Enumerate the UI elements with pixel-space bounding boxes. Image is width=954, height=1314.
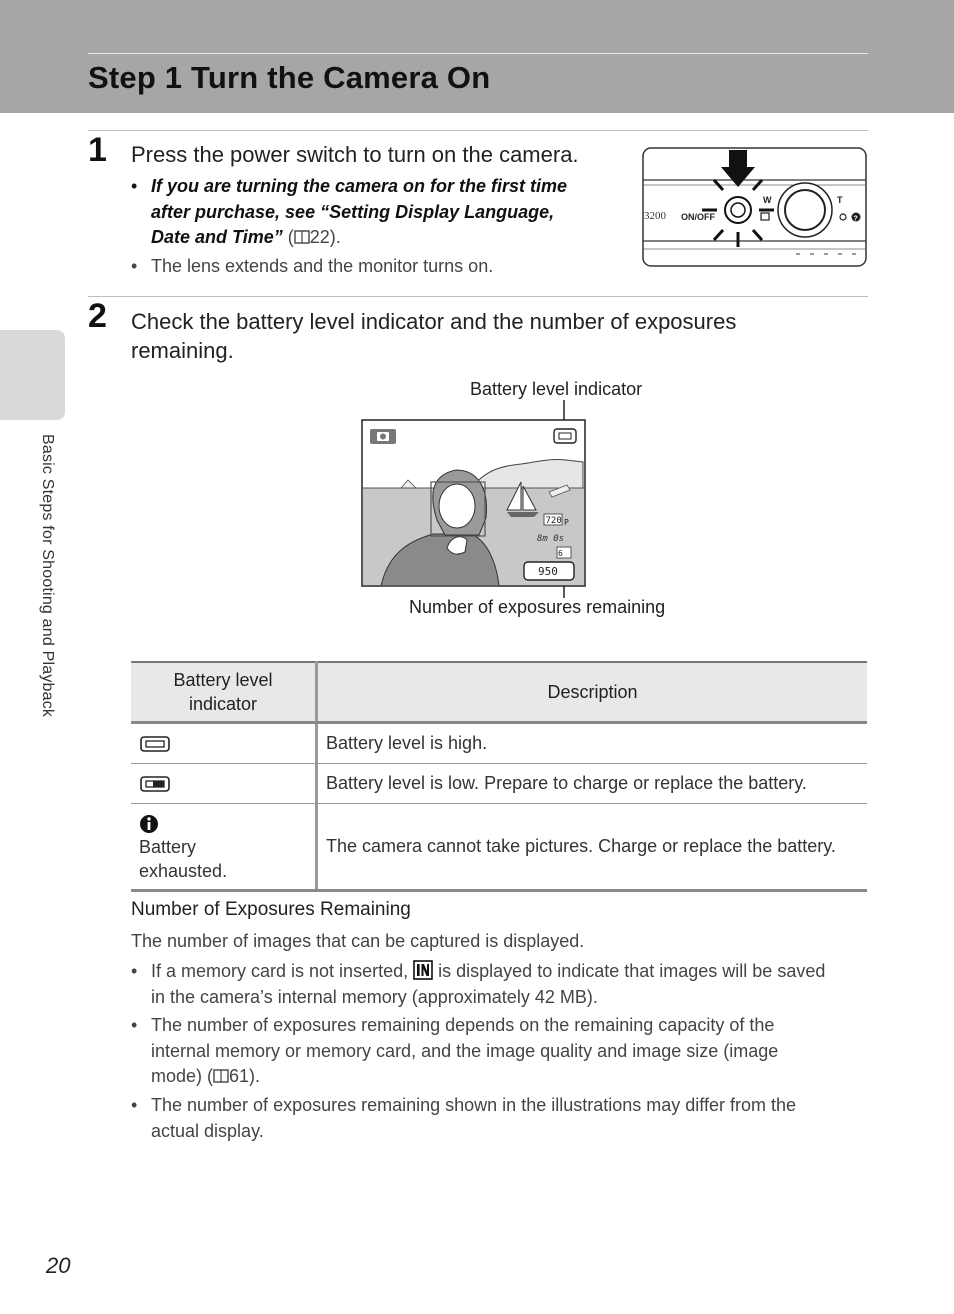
chapter-tab	[0, 330, 65, 420]
first-time-ref-link[interactable]: 22).	[309, 227, 341, 247]
shutter-button	[785, 190, 825, 230]
step1-bullet-lens: • The lens extends and the monitor turns on.	[131, 254, 591, 280]
ref-open: (	[287, 227, 294, 247]
camera-monitor-illustration	[361, 400, 588, 598]
exposures-remaining-caption: Number of exposures remaining	[409, 597, 666, 617]
page-reference-icon	[294, 230, 310, 244]
table-row	[131, 804, 867, 891]
screen-movie-mode: 720	[545, 516, 562, 526]
svg-text:?: ?	[853, 215, 858, 223]
internal-memory-icon	[413, 960, 433, 980]
first-time-note: If you are turning the camera on for the first time after purchase, see “Setting Display Language, Date and Time”	[151, 176, 568, 247]
table-header-indicator: Battery level indicator	[131, 662, 317, 723]
onoff-label: ON/OFF	[681, 212, 715, 222]
step2-instruction-line2: remaining.	[131, 338, 234, 363]
step1-bullet-first-time: • If you are turning the camera on for the first time after purchase, see “Setting Display Language, Date and Time” ( 22).	[131, 176, 568, 247]
table-row	[131, 764, 867, 804]
battery-low-icon	[140, 775, 172, 793]
chapter-tab-label: Basic Steps for Shooting and Playback	[39, 434, 56, 718]
battery-indicator-caption: Battery level indicator	[470, 379, 643, 399]
step2-instruction-line1: Check the battery level indicator and the number of exposures	[131, 309, 737, 334]
page-reference-icon	[213, 1069, 229, 1083]
svg-text:P: P	[564, 518, 569, 527]
table-header-row	[131, 662, 867, 723]
image-mode-ref-link[interactable]: 61).	[229, 1066, 261, 1086]
zoom-t-label: T	[837, 195, 843, 205]
step1-number: 1	[88, 131, 107, 169]
exposures-bullet-memory-card: • If a memory card is not inserted, is displayed to indicate that images will be saved in the camera’s internal memory (approximately 42 MB).	[131, 961, 826, 1007]
screen-movie-time: 8m 0s	[537, 534, 565, 544]
battery-exhausted-label-1: Battery	[139, 836, 197, 857]
exposures-bullet-illustration: • The number of exposures remaining shown in the illustrations may differ from the actual display.	[131, 1095, 796, 1141]
battery-indicator-table	[131, 661, 867, 892]
zoom-w-label: W	[763, 195, 772, 205]
battery-full-icon	[140, 735, 172, 753]
step1-instruction: Press the power switch to turn on the camera.	[131, 142, 579, 167]
battery-exhausted-label-2: exhausted.	[139, 860, 228, 881]
screen-exposures-count: 950	[538, 565, 558, 578]
exposures-section-heading: Number of Exposures Remaining	[131, 899, 411, 920]
header-rule	[88, 53, 868, 54]
lens-note: The lens extends and the monitor turns on.	[151, 256, 494, 276]
header-band	[0, 0, 954, 113]
screen-battery-icon	[554, 429, 576, 443]
step2-divider	[88, 296, 868, 297]
camera-model-label: 3200	[644, 210, 666, 222]
battery-low-description: Battery level is low. Prepare to charge or replace the battery.	[317, 764, 868, 804]
table-row	[131, 723, 867, 764]
step1-divider	[88, 130, 868, 131]
page-title: Step 1 Turn the Camera On	[88, 60, 491, 95]
exposures-intro: The number of images that can be captured is displayed.	[131, 931, 585, 951]
exposures-bullet-capacity: • The number of exposures remaining depends on the remaining capacity of the internal memory or memory card, and the image quality and image size (image mode) ( 61).	[131, 1015, 779, 1086]
battery-exhausted-icon	[139, 814, 159, 834]
svg-text:6: 6	[558, 549, 563, 558]
battery-high-description: Battery level is high.	[317, 723, 868, 764]
step2-number: 2	[88, 297, 107, 335]
camera-power-switch-illustration	[641, 145, 868, 269]
table-header-description: Description	[317, 662, 868, 723]
page-number: 20	[46, 1253, 71, 1278]
battery-exhausted-description: The camera cannot take pictures. Charge or replace the battery.	[317, 804, 868, 891]
